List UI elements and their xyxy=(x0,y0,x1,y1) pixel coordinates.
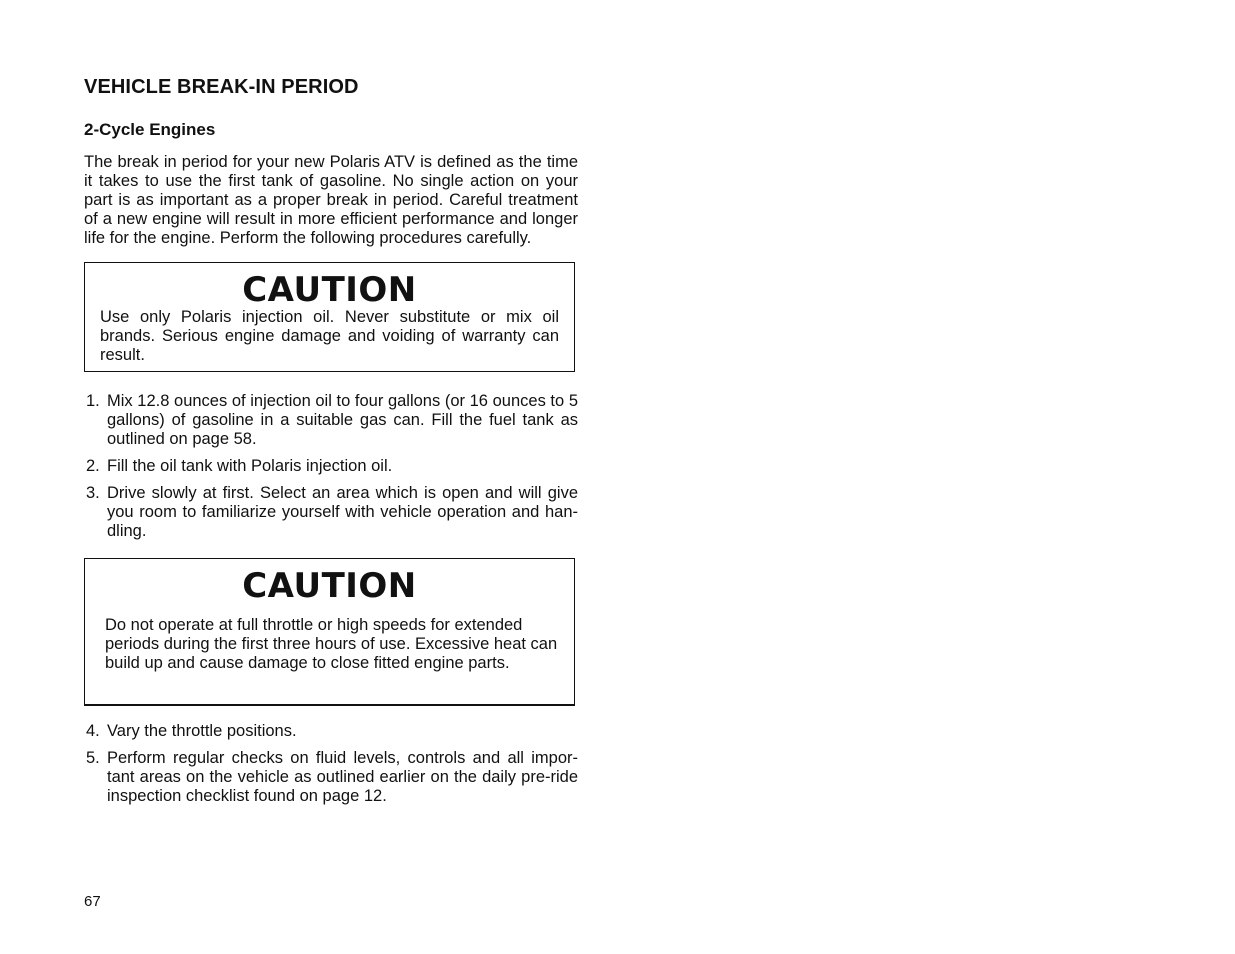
caution-heading: CAUTION xyxy=(242,270,417,310)
intro-paragraph: The break in period for your new Polaris ATV is defined as the time it takes to use the first tank of gasoline. No single action on your part is as important as a proper break in period. Careful treatment of a new engine will result in more efficient performance and longer life for the engine. Perform the following procedures carefully. xyxy=(84,153,578,247)
section-title: VEHICLE BREAK-IN PERIOD xyxy=(84,76,359,98)
subsection-title: 2-Cycle Engines xyxy=(84,120,216,139)
procedure-steps-2 xyxy=(84,722,578,814)
list-item xyxy=(84,722,578,741)
caution-box-throttle xyxy=(84,558,575,706)
step-text: Fill the oil tank with Polaris injection oil. xyxy=(107,457,393,475)
step-number: 2. xyxy=(86,457,100,475)
step-text: Mix 12.8 ounces of injection oil to four gallons (or 16 ounces to 5 gallons) of gasoline in a suitable gas can. Fill the fuel tank as outlined on page 58. xyxy=(107,392,578,448)
caution-heading: CAUTION xyxy=(242,566,417,606)
step-text: Perform regular checks on fluid levels, controls and all impor-tant areas on the vehicle as outlined earlier on the daily pre-ride inspection checklist found on page 12. xyxy=(107,749,578,805)
step-text: Vary the throttle positions. xyxy=(107,722,297,740)
step-number: 5. xyxy=(86,749,100,767)
list-item xyxy=(84,484,578,541)
page-number: 67 xyxy=(84,893,101,910)
caution-box-oil xyxy=(84,262,575,372)
list-item xyxy=(84,392,578,449)
procedure-steps-1 xyxy=(84,392,578,549)
step-number: 4. xyxy=(86,722,100,740)
caution-text: Use only Polaris injection oil. Never substitute or mix oil brands. Serious engine damage and voiding of warranty can result. xyxy=(100,308,559,364)
list-item xyxy=(84,749,578,806)
list-item xyxy=(84,457,578,476)
step-number: 1. xyxy=(86,392,100,410)
step-number: 3. xyxy=(86,484,100,502)
step-text: Drive slowly at first. Select an area which is open and will give you room to familiarize yourself with vehicle operation and han-dling. xyxy=(107,484,578,540)
caution-text: Do not operate at full throttle or high speeds for extended periods during the first three hours of use. Excessive heat can build up and cause damage to close fitted engine parts. xyxy=(105,616,558,672)
manual-page xyxy=(84,0,578,954)
